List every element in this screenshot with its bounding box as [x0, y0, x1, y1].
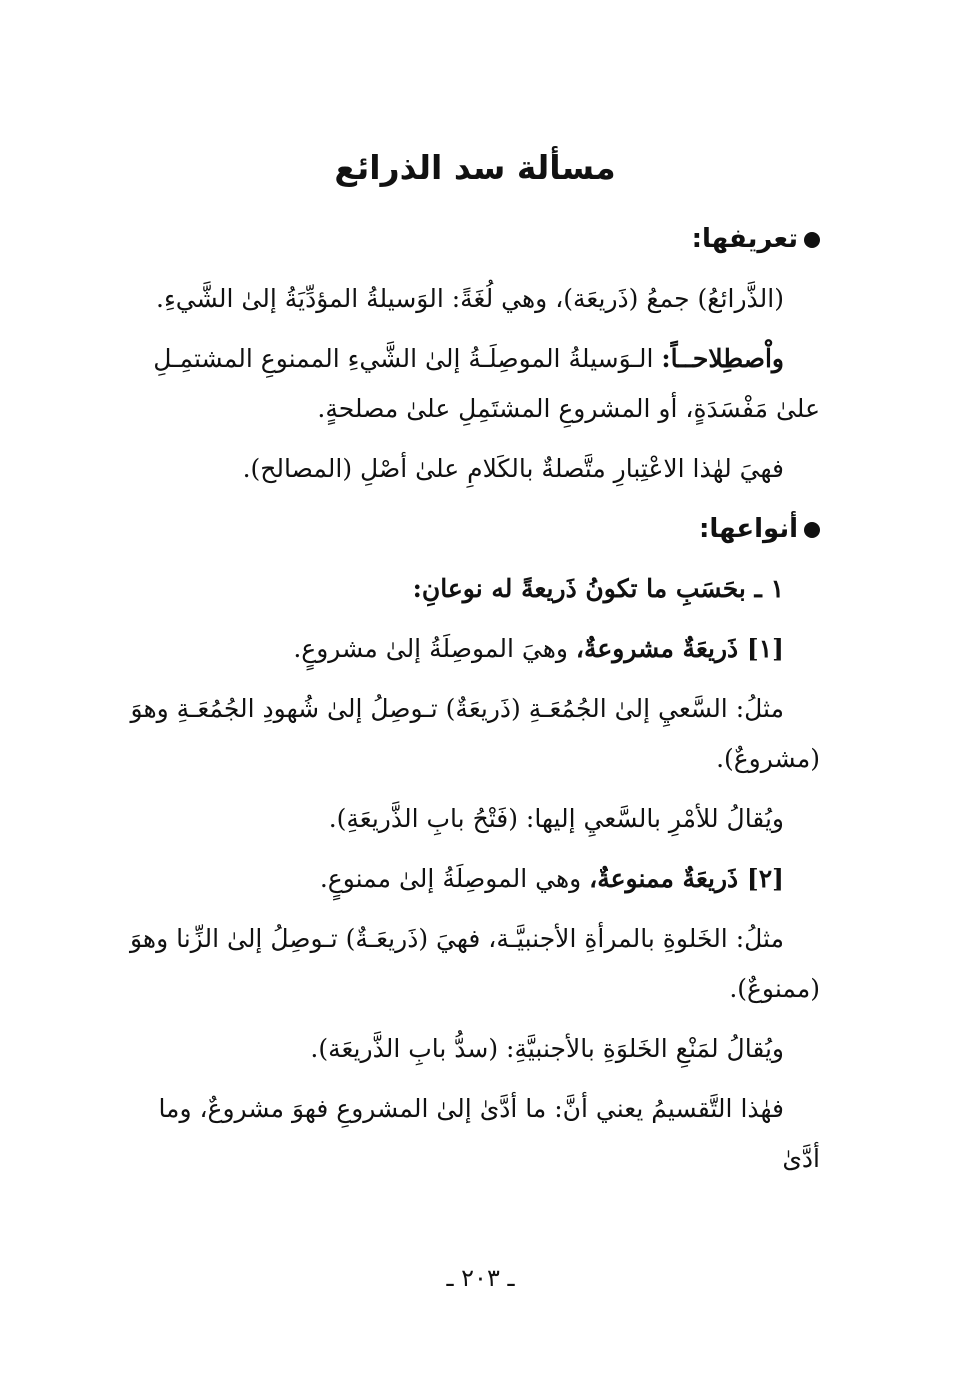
paragraph-prohibited-means	[130, 854, 820, 904]
paragraph-permitted-means	[130, 624, 820, 674]
page-title: مسألة سد الذرائع	[334, 148, 616, 187]
paragraph-example-jumuah: مثلُ: السَّعيِ إلىٰ الجُمُعَـةِ (ذَريعَةٌ) تـوصِلُ إلىٰ شُهودِ الجُمُعَـةِ وهوَ (مشروعٌ).	[130, 694, 820, 773]
section-heading-types	[130, 504, 820, 554]
section-heading-types-text: أنواعها:	[699, 514, 798, 544]
section-heading-definition-text: تعريفها:	[691, 224, 798, 254]
technical-definition-text: الـوَسيلةُ الموصِلَـةُ إلىٰ الشَّيءِ الممنوعِ المشتمِـلِ علىٰ مَفْسَدَةٍ، أو المشروعِ المشتَمِلِ علىٰ مصلحةٍ.	[153, 344, 820, 423]
document-page	[130, 140, 820, 1280]
term-permitted-means: [١] ذَريعَةٌ مشروعةٌ،	[575, 634, 784, 663]
paragraph-relation-to-masalih: فهيَ لهٰذا الاعْتِبارِ متَّصلةٌ بالكَلامِ علىٰ أصْلِ (المصالح).	[242, 454, 784, 483]
paragraph-technical-definition	[130, 334, 820, 434]
term-technically: واْصطِلاحــاً:	[661, 344, 784, 373]
paragraph-classification-meaning: فهٰذا التَّقسيمُ يعني أنَّ: ما أدَّىٰ إلىٰ المشروعِ فهوَ مشروعٌ، وما أدَّىٰ	[158, 1094, 820, 1173]
paragraph-example-khalwa: مثلُ: الخَلوةِ بالمرأةِ الأجنبيَّـة، فهيَ (ذَريعَـةٌ) تـوصِلُ إلىٰ الزِّنا وهوَ (ممنوعٌ).	[129, 924, 820, 1003]
paragraph-types-intro: ١ ـ بحَسَبِ ما تكونُ ذَريعةً له نوعانِ:	[412, 574, 784, 603]
permitted-means-text: وهيَ الموصِلَةُ إلىٰ مشروعٍ.	[293, 634, 576, 663]
paragraph-linguistic-definition: (الذَّرائعُ) جمعُ (ذَريعَة)، وهي لُغَةً: الوَسيلةُ المؤدِّيَةُ إلىٰ الشَّيءِ.	[156, 284, 784, 313]
term-prohibited-means: [٢] ذَريعَةٌ ممنوعةٌ،	[589, 864, 784, 893]
paragraph-opening-door: ويُقالُ للأمْرِ بالسَّعيِ إليها: (فَتْحُ بابِ الذَّريعَةِ).	[328, 804, 784, 833]
paragraph-blocking-door: ويُقالُ لمَنْعِ الخَلوَةِ بالأجنبيَّةِ: (سدُّ بابِ الذَّريعَة).	[310, 1034, 784, 1063]
bullet-icon	[804, 232, 820, 248]
bullet-icon	[804, 522, 820, 538]
prohibited-means-text: وهي الموصِلَةُ إلىٰ ممنوعٍ.	[319, 864, 590, 893]
section-heading-definition	[130, 214, 820, 264]
page-number: ـ ٢٠٣ ـ	[446, 1264, 515, 1292]
